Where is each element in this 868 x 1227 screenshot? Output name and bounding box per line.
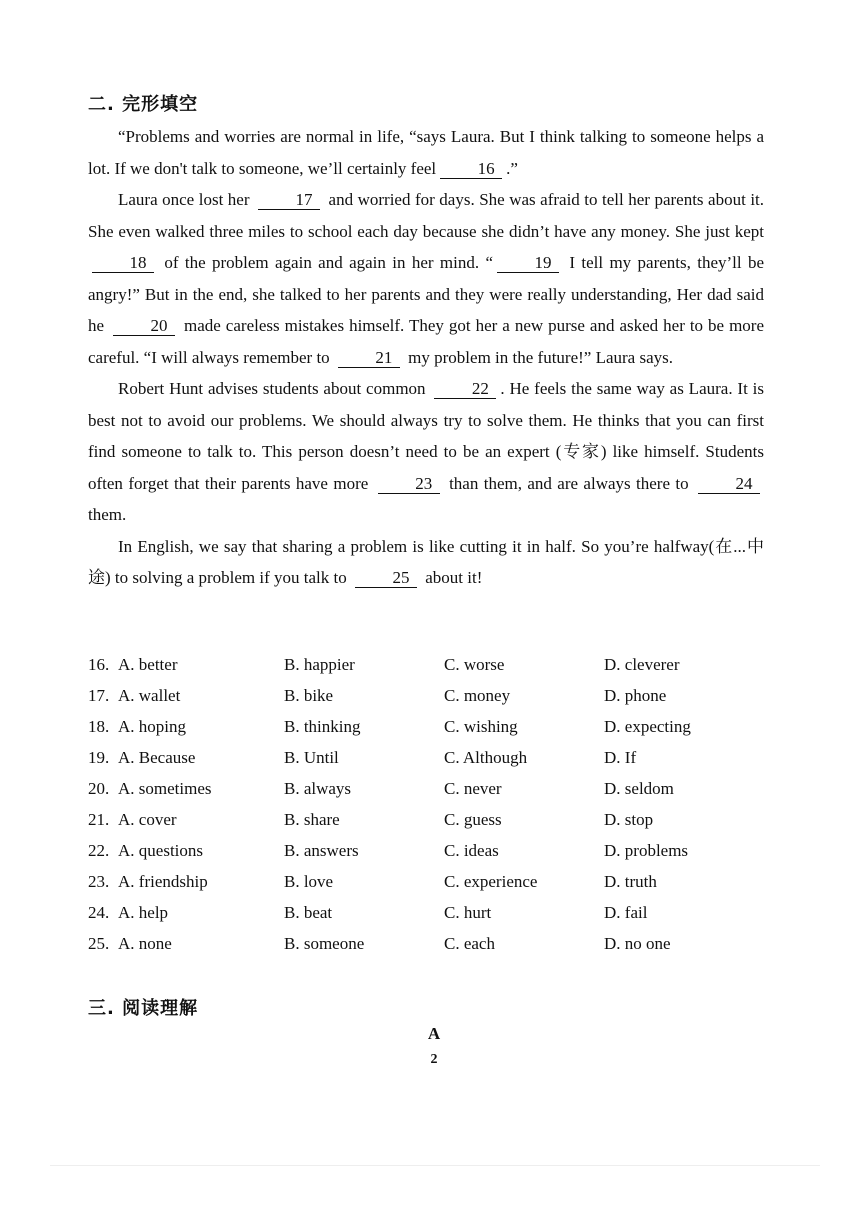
passage-text: In English, we say that sharing a problem is like cutting it in half. So you’re halfway(在...中途) to solving a problem if you talk to [88,536,764,587]
option-c: C. each [444,934,495,953]
option-b: B. share [284,810,340,829]
option-a: A. cover [118,810,177,829]
option-c: C. money [444,686,511,705]
blank-16: 16 [440,160,502,179]
option-b: B. always [284,779,352,798]
blank-23: 23 [378,475,440,494]
option-d: D. problems [604,841,689,860]
blank-18: 18 [92,254,154,273]
page-number: 2 [430,1052,438,1067]
passage-paragraph [88,531,764,594]
passage-text: them. [88,505,127,524]
option-c: C. worse [444,655,505,674]
blank-21: 21 [338,349,400,368]
passage-text: I tell my parents, they’ll be angry!” But in the end, she talked to her parents and they were really understanding, Her dad said he [88,253,764,335]
option-c: C. guess [444,810,502,829]
option-a: A. friendship [118,872,208,891]
question-number: 24. [88,903,110,922]
option-d: D. no one [604,934,671,953]
passage-text: . He feels the same way as Laura. It is best not to avoid our problems. We should always try to solve them. He thinks that you can first find someone to talk to. This person doesn’t need to be an expert (专家) like himself. Students often forget that their parents have more [88,379,764,493]
section-title-reading: 三. 阅读理解 [88,998,199,1019]
option-a: A. hoping [118,717,186,736]
option-b: B. Until [284,748,339,767]
passage-text: of the problem again and again in her mind. “ [164,253,493,272]
option-d: D. fail [604,903,648,922]
passage-paragraph [88,184,764,373]
blank-24: 24 [698,475,760,494]
option-b: B. happier [284,655,355,674]
question-number: 22. [88,841,110,860]
option-a: A. better [118,655,178,674]
option-b: B. someone [284,934,365,953]
question-number: 19. [88,748,110,767]
option-d: D. If [604,748,637,767]
option-row [88,872,788,903]
option-b: B. bike [284,686,334,705]
section-title-cloze: 二. 完形填空 [88,94,199,115]
option-d: D. seldom [604,779,674,798]
question-number: 23. [88,872,110,891]
blank-19: 19 [497,254,559,273]
option-row [88,779,788,810]
question-number: 16. [88,655,110,674]
blank-20: 20 [113,317,175,336]
option-d: D. phone [604,686,667,705]
option-c: C. hurt [444,903,492,922]
option-row [88,748,788,779]
option-a: A. help [118,903,169,922]
divider [50,1165,820,1166]
question-number: 17. [88,686,110,705]
passage-text: about it! [425,568,483,587]
question-number: 25. [88,934,110,953]
option-c: C. experience [444,872,538,891]
option-c: C. wishing [444,717,518,736]
option-d: D. stop [604,810,654,829]
passage-text: made careless mistakes himself. They got her a new purse and asked her to be more careful. “I will always remember to [88,316,764,367]
option-c: C. ideas [444,841,499,860]
question-number: 21. [88,810,110,829]
option-a: A. questions [118,841,203,860]
passage-text: and worried for days. She was afraid to tell her parents about it. She even walked three miles to school each day because she didn’t have any money. She just kept [88,190,765,241]
question-number: 20. [88,779,110,798]
passage-text: my problem in the future!” Laura says. [408,347,673,367]
option-b: B. love [284,872,334,891]
option-row [88,903,788,934]
option-row [88,810,788,841]
option-d: D. cleverer [604,655,680,674]
passage-text: Robert Hunt advises students about common [118,379,426,398]
option-a: A. wallet [118,686,181,705]
question-number: 18. [88,717,110,736]
option-c: C. Although [444,748,528,767]
part-label: A [427,1024,441,1043]
passage-paragraph [88,121,764,184]
answer-options [88,655,788,965]
passage-text: “Problems and worries are normal in life, “says Laura. But I think talking to someone helps a lot. If we don't talk to someone, we’ll certainly feel [88,127,764,178]
option-d: D. expecting [604,717,691,736]
option-row [88,841,788,872]
option-b: B. thinking [284,717,361,736]
option-c: C. never [444,779,502,798]
passage-text: Laura once lost her [118,190,250,209]
blank-22: 22 [434,380,496,399]
passage-text: than them, and are always there to [449,473,689,493]
cloze-passage [88,121,764,594]
passage-text: .” [506,158,518,178]
option-row [88,686,788,717]
option-row [88,934,788,965]
option-row [88,717,788,748]
option-b: B. beat [284,903,333,922]
blank-25: 25 [355,569,417,588]
option-a: A. Because [118,748,196,767]
option-row [88,655,788,686]
option-a: A. none [118,934,172,953]
option-a: A. sometimes [118,779,212,798]
option-b: B. answers [284,841,359,860]
option-d: D. truth [604,872,657,891]
passage-paragraph [88,373,764,531]
blank-17: 17 [258,191,320,210]
